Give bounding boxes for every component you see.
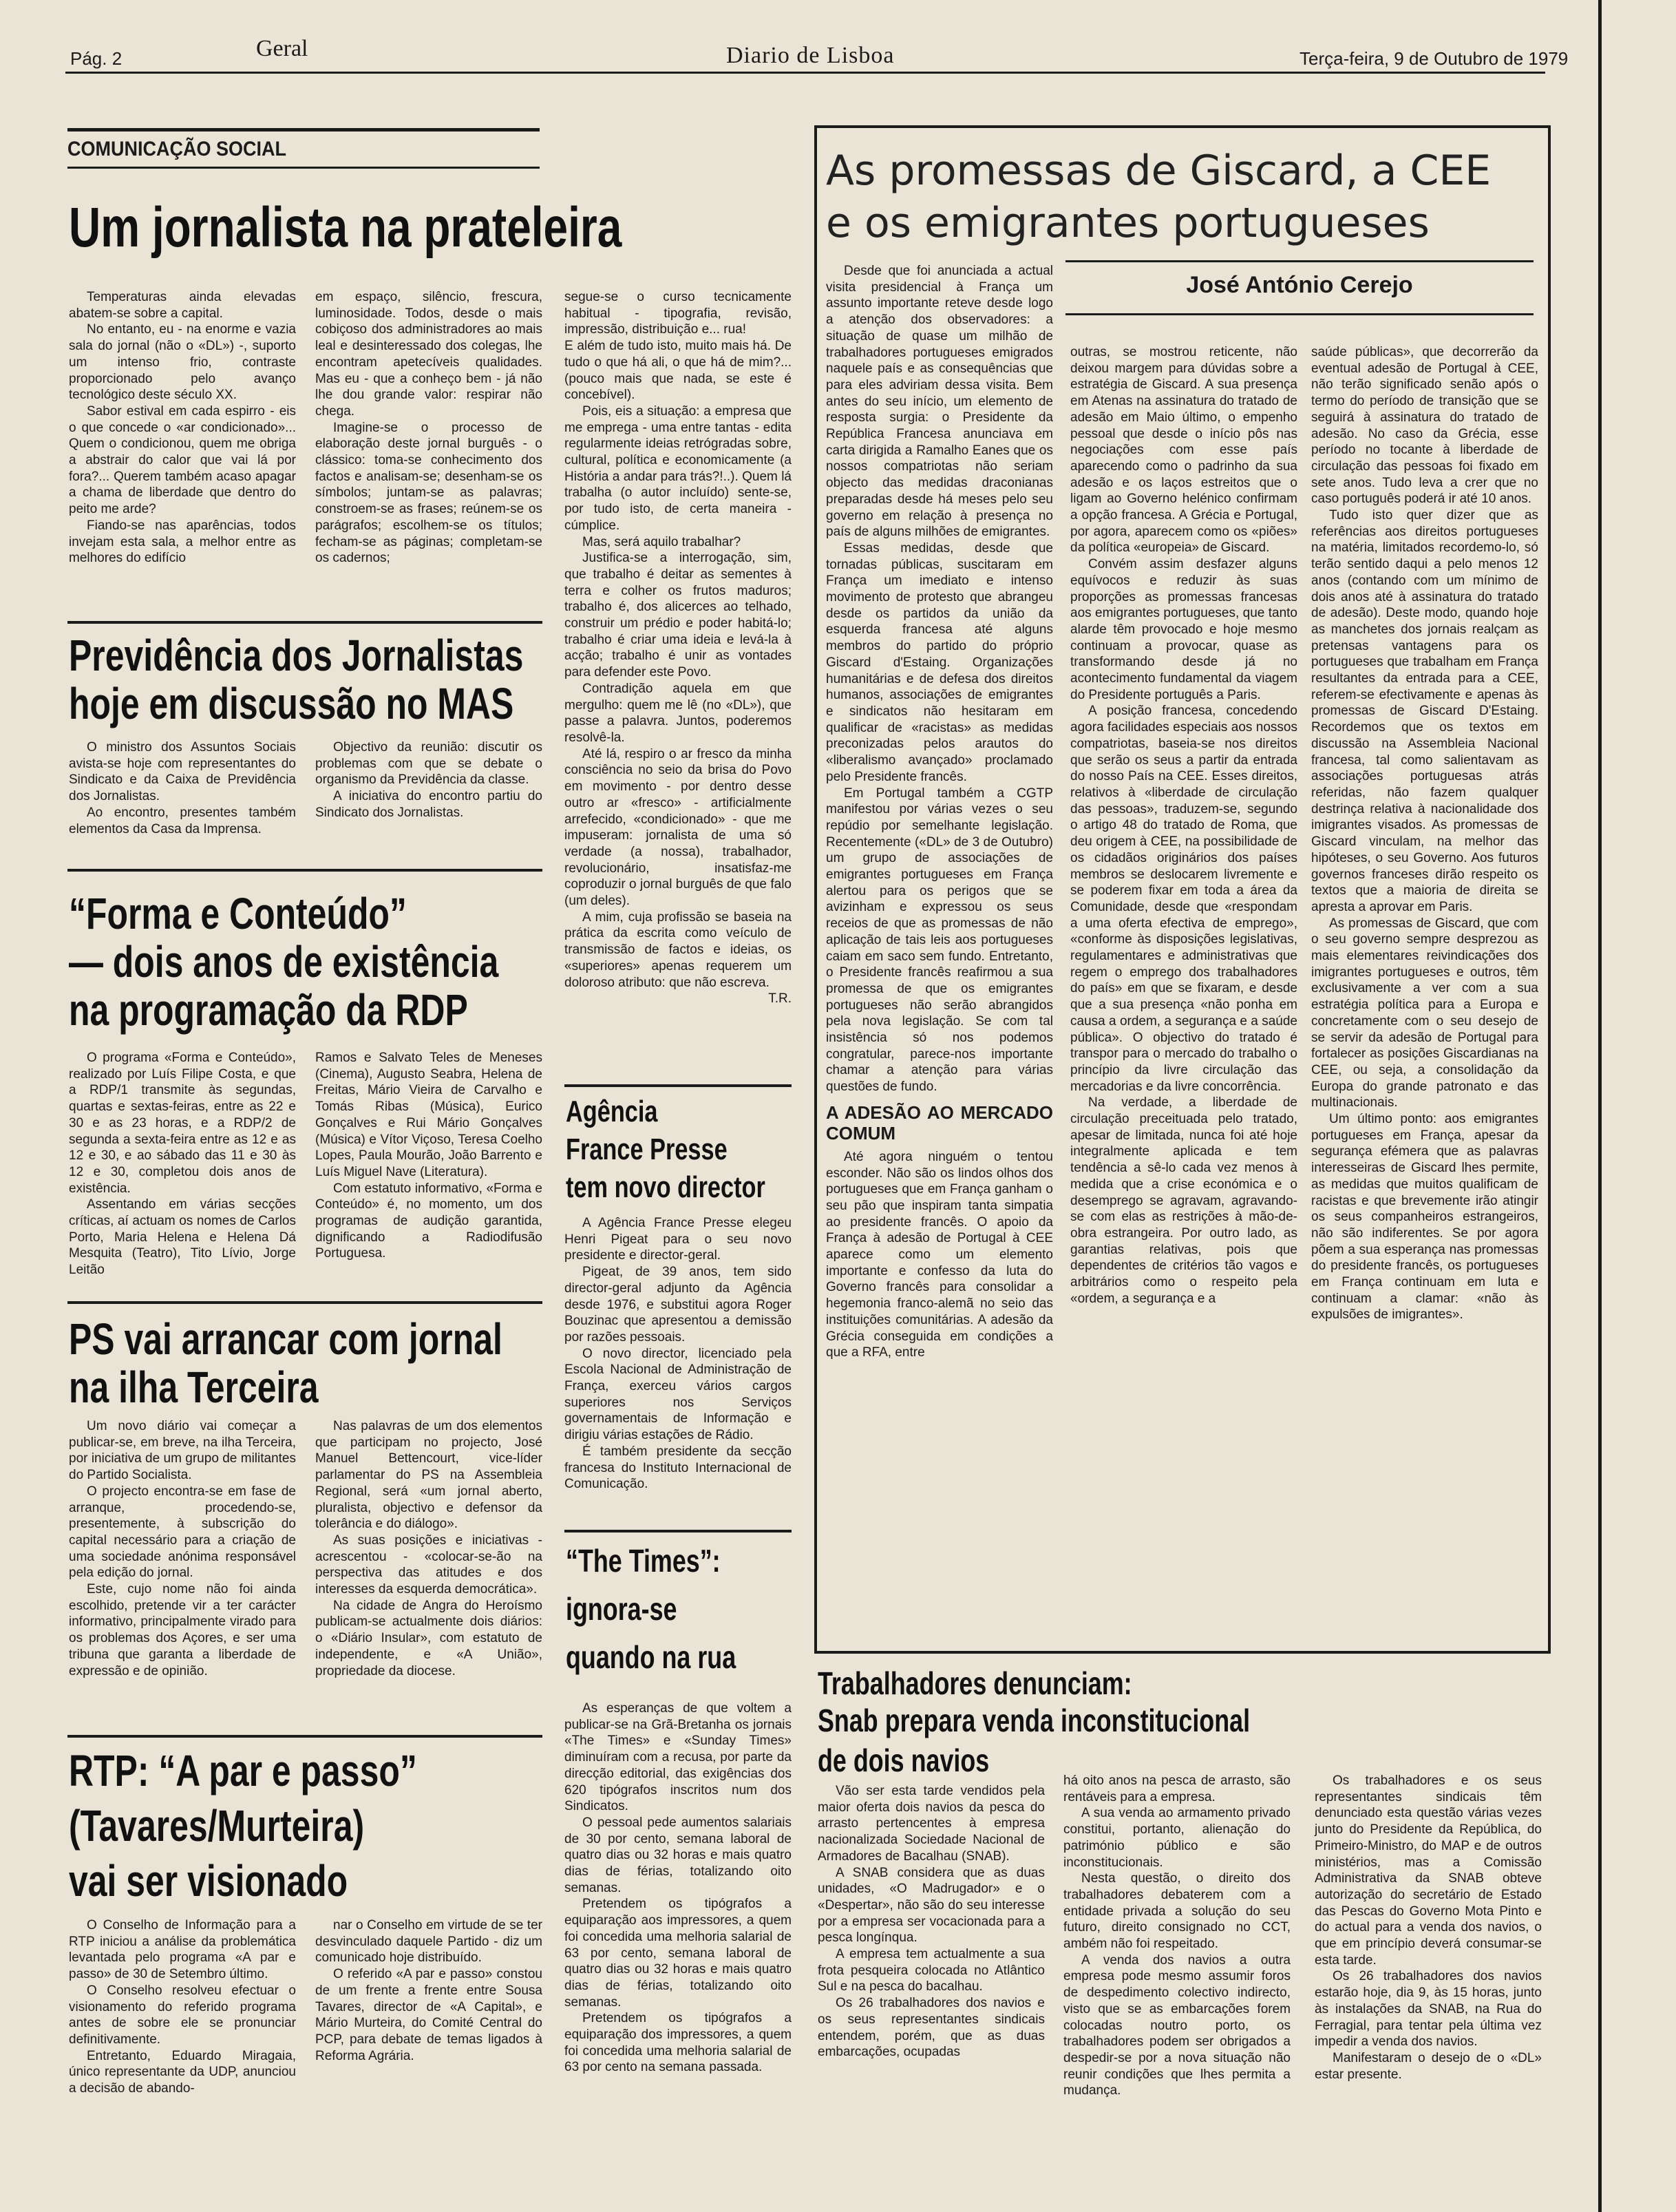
paragraph: Justifica-se a interrogação, sim, que trabalho é deitar as sementes à terra e colher os frutos maduros; trabalho é, dos alicerces ao telhado, construir um prédio e poder habitá-lo; trabalho é criar uma ideia e levá-la à acção; trabalho é unir as vontades para defender este Povo. (564, 551, 792, 680)
article-snab-col2 (1063, 1773, 1291, 2099)
paragraph: O Conselho resolveu efectuar o visionamento do referido programa antes de sobre ele se pronunciar definitivamente. (69, 1983, 296, 2047)
article-ps-col2 (315, 1418, 542, 1679)
paragraph: Pois, eis a situação: a empresa que me emprega - uma entre tantas - edita regularmente ideias retrógradas sobre, cultural, política e economicamente (a História a andar para trás?!..). Quem lá trabalha (o autor incluído) sente-se, por tudo isto, de certa maneira - cúmplice. (564, 403, 792, 533)
headline-rtp-1: RTP: “A par e passo” (69, 1746, 417, 1795)
paragraph: A sua venda ao armamento privado constitui, portanto, alienação do património público e são inconstitucionais. (1063, 1806, 1291, 1870)
headline-ps-2: na ilha Terceira (69, 1362, 319, 1412)
paragraph: Objectivo da reunião: discutir os problemas com que se debate o organismo da Previdência da classe. (315, 740, 542, 788)
article-giscard-col1 (826, 263, 1053, 1361)
article-ps-col1 (69, 1418, 296, 1679)
paragraph: Contradição aquela em que mergulho: quem me lê (no «DL»), que passe a palavra. Juntos, poderemos resolvê-la. (564, 681, 792, 745)
article-afp (564, 1215, 792, 1493)
paragraph: Fiando-se nas aparências, todos invejam esta sala, a melhor entre as melhores do edifício (69, 518, 296, 566)
paragraph: Nas palavras de um dos elementos que participam no projecto, José Manuel Bettencourt, vice-líder parlamentar do PS na Assembleia Regional, será «um jornal aberto, pluralista, objectivo e defensor da tolerância e do diálogo». (315, 1419, 542, 1532)
headline-times-2: ignora-se (566, 1591, 677, 1627)
section-title: Geral (256, 36, 308, 61)
paragraph: A SNAB considera que as duas unidades, «O Madrugador» e o «Despertar», não são do seu interesse por a empresa ser vocacionada para a pesca longínqua. (818, 1865, 1045, 1946)
paragraph: Os 26 trabalhadores dos navios estarão hoje, dia 9, às 15 horas, junto às instalações da SNAB, na Rua do Ferragial, para tentar pela última vez impedir a venda dos navios. (1315, 1969, 1542, 2050)
paragraph: A Agência France Presse elegeu Henri Pigeat para o seu novo presidente e director-geral. (564, 1216, 792, 1263)
paragraph: No entanto, eu - na enorme e vazia sala do jornal (não o «DL») -, suporto um intenso frio, contraste proporcionado pelo avanço tecnológico deste século XX. (69, 322, 296, 403)
article-previdencia-col1 (69, 739, 296, 837)
paragraph: Vão ser esta tarde vendidos pela maior oferta dois navios da pesca do arrasto pertencentes à empresa nacionalizada Sociedade Nacional de Armadores de Bacalhau (SNAB). (818, 1784, 1045, 1864)
paragraph: E além de tudo isto, muito mais há. De tudo o que há ali, o que há de mim?... (pouco mais que nada, se este é concebível). (564, 339, 792, 403)
headline-times-3: quando na rua (566, 1639, 736, 1675)
paragraph: saúde públicas», que decorrerão da eventual adesão de Portugal à CEE, não terão significado senão após o termo do período de transição que se seguirá à assinatura do tratado de adesão. No caso da Grécia, esse período no tocante à liberdade de circulação das pessoas foi fixado em sete anos. Tudo leva a crer que no caso português poderá ir até 10 anos. (1311, 345, 1538, 507)
article-snab-col1 (818, 1783, 1045, 2061)
article-forma-col1 (69, 1050, 296, 1278)
paragraph: O projecto encontra-se em fase de arranque, procedendo-se, presentemente, à subscrição do capital necessário para a criação de uma sociedade anónima responsável pela edição do jornal. (69, 1484, 296, 1581)
paragraph: É também presidente da secção francesa do Instituto Internacional de Comunicação. (564, 1444, 792, 1492)
paragraph: Um novo diário vai começar a publicar-se, em breve, na ilha Terceira, por iniciativa de um grupo de militantes do Partido Socialista. (69, 1419, 296, 1483)
paragraph: Convém assim desfazer alguns equívocos e reduzir às suas proporções as promessas francesas aos emigrantes portugueses, que tanto alarde têm provocado e hoje mesmo continuam a provocar, quase as transformando desde já no acontecimento fundamental da viagem do Presidente português a Paris. (1070, 557, 1297, 702)
header-rule (65, 72, 1545, 74)
paragraph: Até agora ninguém o tentou esconder. Não são os lindos olhos dos portugueses que em França ganham o seu pão que inspiram tanta simpatia ao presidente francês. O apoio da França à adesão de Portugal à CEE aparece como um elemento importante e confesso da luta do Governo francês para consolidar a hegemonia franco-alemã no seio das instituições comunitárias. A adesão da Grécia conseguida em condições a que a RFA, entre (826, 1149, 1053, 1360)
byline-rule-top (1065, 260, 1534, 262)
paragraph: Imagine-se o processo de elaboração deste jornal burguês - o clássico: toma-se conhecimento dos factos e analisam-se; desenham-se os símbolos; juntam-se as palavras; constroem-se as frases; reúnem-se os parágrafos; escolhem-se os títulos; fecham-se as páginas; completam-se os cadernos; (315, 420, 542, 566)
headline-previdencia-1: Previdência dos Jornalistas (69, 631, 524, 680)
byline-rule-bottom (1065, 313, 1534, 315)
paragraph: há oito anos na pesca de arrasto, são rentáveis para a empresa. (1063, 1773, 1291, 1804)
paragraph: Na cidade de Angra do Heroísmo publicam-se actualmente dois diários: o «Diário Insular», com estatuto de independente, e «A União», propriedade da diocese. (315, 1598, 542, 1678)
subheading: A ADESÃO AO MERCADO COMUM (826, 1102, 1053, 1144)
paragraph: O ministro dos Assuntos Sociais avista-se hoje com representantes do Sindicato e da Caixa de Previdência dos Jornalistas. (69, 740, 296, 804)
paragraph: Os 26 trabalhadores dos navios e os seus representantes sindicais entendem, porém, que as duas embarcações, ocupadas (818, 1996, 1045, 2060)
section-rule-bottom (67, 167, 540, 169)
article-jornalista-col3 (564, 289, 792, 1007)
paragraph: Com estatuto informativo, «Forma e Conteúdo» é, no momento, um dos programas de audição garantida, dignificando a Radiodifusão Portuguesa. (315, 1181, 542, 1261)
article-forma-col2 (315, 1050, 542, 1262)
divider (67, 1735, 542, 1738)
paragraph: As suas posições e iniciativas - acrescentou - «colocar-se-ão na perspectiva das atitudes e dos interesses da esquerda democrática». (315, 1532, 542, 1597)
author-signature: T.R. (768, 991, 792, 1007)
article-rtp-col2 (315, 1917, 542, 2064)
headline-giscard-2: e os emigrantes portugueses (826, 199, 1430, 247)
byline: José António Cerejo (1186, 272, 1413, 298)
paragraph: nar o Conselho em virtude de se ter desvinculado daquele Partido - diz um comunicado hoje distribuído. (315, 1918, 542, 1966)
newspaper-name: Diario de Lisboa (726, 43, 895, 68)
paragraph: Até lá, respiro o ar fresco da minha consciência no seio da brisa do Povo em movimento - por dentro desse outro ar «fresco» - artificialmente arrefecido, «condicionado» - que me impuseram: jornalista de uma só verdade (a nossa), trabalhador, revolucionário, insatisfaz-me coproduzir o jornal burguês de que falo (um deles). (564, 746, 792, 909)
section-rule-top (67, 128, 540, 131)
paragraph: O Conselho de Informação para a RTP iniciou a análise da problemática levantada pelo programa «A par e passo» de 30 de Setembro último. (69, 1918, 296, 1982)
article-times (564, 1700, 792, 2076)
paragraph: O referido «A par e passo» constou de um frente a frente entre Sousa Tavares, director de «A Capital», e Mário Murteira, do Comité Central do PCP, para debate de temas ligados à Reforma Agrária. (315, 1967, 542, 2063)
article-giscard-col2 (1070, 344, 1297, 1307)
paragraph: Sabor estival em cada espirro - eis o que concede o «ar condicionado»... Quem o condicionou, quem me obriga a abstrair do calor que vai lá por fora?... Querem também acaso apagar a chama de liberdade que dentro do peito me arde? (69, 403, 296, 517)
paragraph: As esperanças de que voltem a publicar-se na Grã-Bretanha os jornais «The Times» e «Sunday Times» diminuíram com a recusa, por parte da direcção editorial, das exigências dos 620 tipógrafos inscritos num dos Sindicatos. (564, 1701, 792, 1814)
headline-previdencia-2: hoje em discussão no MAS (69, 679, 514, 728)
paragraph: segue-se o curso tecnicamente habitual - tipografia, revisão, impressão, distribuição e... rua! (564, 290, 792, 337)
paragraph: A iniciativa do encontro partiu do Sindicato dos Jornalistas. (315, 789, 542, 820)
article-jornalista-col1 (69, 289, 296, 567)
paragraph: As promessas de Giscard, que com o seu governo sempre desprezou as mais elementares reivindicações dos imigrantes portugueses e outros, têm exclusivamente a ver com a sua estratégia política para a Europa e concretamente com o seu desejo de se servir da adesão de Portugal para fortalecer as posições Giscardianas na CEE, ou seja, a consolidação da Europa do grande patronato e das multinacionais. (1311, 916, 1538, 1110)
article-previdencia-col2 (315, 739, 542, 821)
paragraph: Pretendem os tipógrafos a equiparação dos impressores, a quem foi concedida uma melhoria salarial de 63 por cento na semana passada. (564, 2011, 792, 2075)
headline-rtp-3: vai ser visionado (69, 1856, 348, 1906)
headline-snab-1: Trabalhadores denunciam: (818, 1665, 1132, 1701)
paragraph: Um último ponto: aos emigrantes portugueses em França, apesar da segurança efémera que as palavras interesseiras de Giscard lhes permite, as medidas que muitos qualificam de racistas e que brevemente irão atingir os seus companheiros estrangeiros, não são indiferentes. Se por agora põem a sua esperança nas promessas do presidente francês, os portugueses em França continuam em luta e continuam a clamar: «não às expulsões de imigrantes». (1311, 1112, 1538, 1323)
paragraph: Assentando em várias secções críticas, aí actuam os nomes de Carlos Porto, Maria Helena e Helena Dá Mesquita (Teatro), Tito Lívio, Jorge Leitão (69, 1197, 296, 1278)
section-label: COMUNICAÇÃO SOCIAL (67, 138, 286, 160)
headline-afp-3: tem novo director (566, 1170, 765, 1204)
headline-afp-2: France Presse (566, 1133, 728, 1166)
paragraph: Pretendem os tipógrafos a equiparação aos impressores, a quem foi concedida uma melhoria salarial de 63 por cento, semana laboral de quatro dias ou 32 horas e mais quatro dias de férias, totalizando oito semanas. (564, 1897, 792, 2010)
paragraph: A mim, cuja profissão se baseia na prática da escrita como veículo de transmissão de factos e ideias, os «superiores» apenas requerem um doloroso atributo: que não escreva. (564, 909, 792, 990)
paragraph: outras, se mostrou reticente, não deixou margem para dúvidas sobre a estratégia de Giscard. A sua presença em Atenas na assinatura do tratado de adesão em Maio último, o empenho pessoal que desde o início pôs nas negociações com esse país aparecendo como o padrinho da sua adesão e os laços estreitos que o ligam ao Governo helénico confirmam a opção francesa. A Grécia e Portugal, por agora, aparecem como os «piões» da política «europeia» de Giscard. (1070, 345, 1297, 556)
paragraph: em espaço, silêncio, frescura, luminosidade. Todos, desde o mais cobiçoso dos administradores ao mais leal e desinteressado dos colegas, lhe encontram apetecíveis qualidades. Mas eu - que a conheço bem - já não lhe dou grande valor: respirar não chega. (315, 290, 542, 419)
paragraph: Essas medidas, desde que tornadas públicas, suscitaram em França um imediato e intenso movimento de protesto que abrangeu desde os partidos da união da esquerda francesa até alguns membros do partido do próprio Giscard d'Estaing. Organizações humanitárias e de defesa dos direitos humanos, associações de emigrantes e sindicatos não hesitaram em qualificar de «racistas» as medidas preconizadas pelos arautos do «liberalismo avançado» proclamado pelo Presidente francês. (826, 540, 1053, 784)
paragraph: Na verdade, a liberdade de circulação preceituada pelo tratado, apesar de limitada, nunca foi até hoje integralmente aplicada e tem tendência a sê-lo cada vez menos à medida que a crise económica e o desemprego se agravam, agravando-se com elas as restrições à mão-de-obra estrangeira. Por outro lado, as garantias relativas, pois que dependentes de critérios tão vagos e arbitrários como o respeito pela «ordem, a segurança e a (1070, 1095, 1297, 1306)
paragraph: O programa «Forma e Conteúdo», realizado por Luís Filipe Costa, e que a RDP/1 transmite às segundas, quartas e sextas-feiras, entre as 22 e 30 e as 23 horas, e a RDP/2 de segunda a sexta-feira entre as 12 e as 12 e 30, e ao sábado das 11 e 30 às 12 e 30, completou dois anos de existência. (69, 1051, 296, 1196)
article-jornalista-col2 (315, 289, 542, 567)
headline-forma-3: na programação da RDP (69, 985, 468, 1035)
headline-rtp-2: (Tavares/Murteira) (69, 1801, 365, 1851)
paragraph: Manifestaram o desejo de o «DL» estar presente. (1315, 2050, 1542, 2082)
paragraph: Nesta questão, o direito dos trabalhadores debaterem com a entidade privada a solução do seu futuro, direito consignado no CCT, ambém não foi respeitado. (1063, 1871, 1291, 1952)
headline-giscard-1: As promessas de Giscard, a CEE (826, 147, 1492, 195)
paragraph: Em Portugal também a CGTP manifestou por várias vezes o seu repúdio por semelhante legislação. Recentemente («DL» de 3 de Outubro) um grupo de associações de emigrantes portugueses em França alertou para os perigos que se avizinham e expressou os seus receios de que as promessas de não aplicação de tais leis aos portugueses caiam em saco sem fundo. Entretanto, o Presidente francês reafirmou a sua promessa de que os emigrantes portugueses não serão abrangidos pela nova legislação. Se com tal insistência só nos podemos congratular, parece-nos importante chamar a atenção para várias questões de fundo. (826, 786, 1053, 1095)
paragraph: Os trabalhadores e os seus representantes sindicais têm denunciado esta questão várias vezes junto do Presidente da República, do Primeiro-Ministro, do MAP e de outros ministérios, mas a Comissão Administrativa da SNAB obteve autorização do secretário de Estado das Pescas do Governo Mota Pinto e do actual para a venda dos navios, o que em princípio deverá consumar-se esta tarde. (1315, 1773, 1542, 1968)
paragraph: A posição francesa, concedendo agora facilidades especiais aos nossos compatriotas, baseia-se nos direitos que serão os seus a partir da entrada do nosso País na CEE. Esses direitos, relativos à «liberdade de circulação das pessoas», traduzem-se, segundo o artigo 48 do tratado de Roma, que deu origem à CEE, na possibilidade de os cidadãos originários dos países membros se deslocarem livremente e se poderem fixar em toda a área da Comunidade, desde que «respondam a uma oferta efectiva de emprego», «conforme às disposições legislativas, regulamentares e administrativas que regem o emprego dos trabalhadores do país» em que se fixaram, e desde que a sua presença «não ponha em causa a ordem, a segurança e a saúde pública». O objectivo do tratado é transpor para o mercado do trabalho o princípio da livre circulação das mercadorias e da livre concorrência. (1070, 704, 1297, 1094)
headline-jornalista: Um jornalista na prateleira (69, 196, 622, 259)
article-snab-col3 (1315, 1773, 1542, 2083)
paragraph: Entretanto, Eduardo Miragaia, único representante da UDP, anunciou a decisão de abando- (69, 2048, 296, 2096)
paragraph: Temperaturas ainda elevadas abatem-se sobre a capital. (69, 290, 296, 321)
divider (67, 869, 542, 872)
paragraph: Ramos e Salvato Teles de Meneses (Cinema), Augusto Seabra, Helena de Freitas, Mário Vieira de Carvalho e Tomás Ribas (Música), Eurico Gonçalves e Rui Mário Gonçalves (Música) e Vítor Viçoso, Teresa Coelho Lopes, Paula Mourão, João Barrento e Luís Miguel Nave (Literatura). (315, 1051, 542, 1179)
page-edge (1598, 0, 1602, 2212)
divider (564, 1084, 792, 1087)
paragraph: Ao encontro, presentes também elementos da Casa da Imprensa. (69, 805, 296, 836)
article-rtp-col1 (69, 1917, 296, 2097)
headline-forma-2: — dois anos de existência (69, 937, 499, 987)
article-giscard-col3 (1311, 344, 1538, 1323)
headline-times-1: “The Times”: (566, 1543, 721, 1579)
page-number: Pág. 2 (70, 48, 123, 69)
divider (564, 1530, 792, 1532)
paragraph: Este, cujo nome não foi ainda escolhido, pretende vir a ter carácter informativo, principalmente virado para os problemas dos Açores, e ser uma tribuna que garanta a liberdade de expressão e de opinião. (69, 1582, 296, 1678)
paragraph: O pessoal pede aumentos salariais de 30 por cento, semana laboral de quatro dias ou 32 horas e mais quatro dias de férias, totalizando oito semanas. (564, 1815, 792, 1895)
paragraph: Tudo isto quer dizer que as referências aos direitos portugueses na matéria, limitados recordemo-lo, só terão sentido daqui a pelo menos 12 anos (contando com um mínimo de dois anos até à assinatura do tratado de adesão). Deste modo, quando hoje as manchetes dos jornais realçam as pretensas vantagens para os portugueses que trabalham em França resultantes da entrada para a CEE, referem-se efectivamente e apenas às promessas de Giscard D'Estaing. Recordemos que os textos em discussão na Assembleia Nacional francesa, tal como salientavam as associações portuguesas atrás referidas, não fazem qualquer destrinça relativa à nacionalidade dos imigrantes visados. As promessas de Giscard vinculam, na melhor das hipóteses, o seu Governo. Aos futuros governos franceses dirão respeito os textos que a maioria de direita se apresta a aprovar em Paris. (1311, 508, 1538, 914)
paragraph: O novo director, licenciado pela Escola Nacional de Administração de França, exerceu vários cargos superiores nos Serviços governamentais de Informação e dirigiu várias estações de Rádio. (564, 1346, 792, 1443)
headline-afp-1: Agência (566, 1095, 658, 1128)
headline-ps-1: PS vai arrancar com jornal (69, 1314, 502, 1364)
headline-forma-1: “Forma e Conteúdo” (69, 889, 407, 938)
headline-snab-3: de dois navios (818, 1742, 990, 1778)
paragraph: Mas, será aquilo trabalhar? (582, 534, 741, 549)
paragraph: Desde que foi anunciada a actual visita presidencial à França um assunto importante reteve desde logo a atenção dos observadores: a situação de quase um milhão de trabalhadores portugueses emigrados naquele país e as consequências que para eles adviriam dessa visita. Bem antes do seu início, um elemento de resposta surgia: o Presidente da República Francesa anunciava em carta dirigida a Ramalho Eanes que os nossos compatriotas não seriam objecto das medidas draconianas preparadas desde há meses pelo seu governo em relação à presença no país de alguns milhões de emigrantes. (826, 264, 1053, 540)
paragraph: A empresa tem actualmente a sua frota pesqueira colocada no Atlântico Sul e na pesca do bacalhau. (818, 1947, 1045, 1994)
paragraph: Pigeat, de 39 anos, tem sido director-geral adjunto da Agência desde 1976, e substitui agora Roger Bouzinac que apresentou a demissão por razões pessoais. (564, 1265, 792, 1345)
divider (67, 1301, 542, 1304)
headline-snab-2: Snab prepara venda inconstitucional (818, 1703, 1251, 1738)
divider (67, 621, 542, 624)
paragraph: A venda dos navios a outra empresa pode mesmo assumir foros de despedimento colectivo indirecto, visto que se as embarcações forem colocadas noutro porto, os trabalhadores podem ser obrigados a despedir-se por a nova situação não reunir condições que lhes permita a mudança. (1063, 1952, 1291, 2098)
issue-date: Terça-feira, 9 de Outubro de 1979 (1300, 48, 1569, 69)
